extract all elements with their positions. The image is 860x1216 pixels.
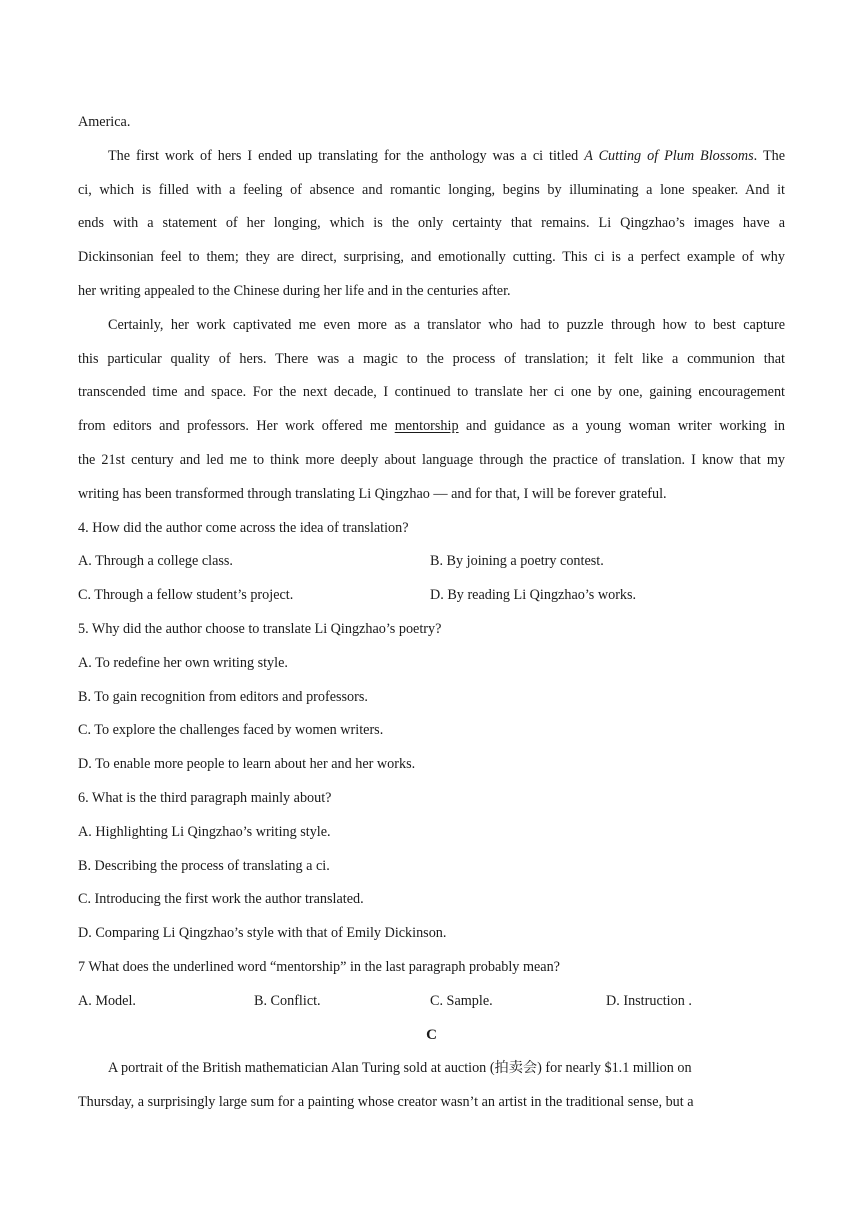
option-row <box>78 985 785 1019</box>
passage-b-line: from editors and professors. Her work offered me mentorship and guidance as a young woman writer working in <box>78 418 785 435</box>
passage-b-line: ci, which is filled with a feeling of absence and romantic longing, begins by illuminating a lone speaker. And it <box>78 181 785 198</box>
passage-b-line: Dickinsonian feel to them; they are direct, surprising, and emotionally cutting. This ci is a perfect example of why <box>78 249 785 266</box>
option-row <box>78 579 785 613</box>
passage-b-line: her writing appealed to the Chinese during her life and in the centuries after. <box>78 282 511 299</box>
option-b: B. Describing the process of translating a ci. <box>78 857 330 874</box>
passage-b-line: Certainly, her work captivated me even more as a translator who had to puzzle through how to best capture <box>108 316 785 333</box>
option-a: A. To redefine her own writing style. <box>78 654 288 671</box>
option-d: D. Comparing Li Qingzhao’s style with that of Emily Dickinson. <box>78 925 447 942</box>
passage-c-line: A portrait of the British mathematician Alan Turing sold at auction (拍卖会) for nearly $1.1 million on <box>108 1060 692 1077</box>
question-stem: 6. What is the third paragraph mainly about? <box>78 789 332 806</box>
passage-b-line: transcended time and space. For the next decade, I continued to translate her ci one by one, gaining encouragement <box>78 384 785 401</box>
option-a: A. Highlighting Li Qingzhao’s writing style. <box>78 823 331 840</box>
passage-b-line: this particular quality of hers. There was a magic to the process of translation; it felt like a communion that <box>78 350 785 367</box>
option-c: C. Sample. <box>430 992 493 1009</box>
option-c: C. Introducing the first work the author translated. <box>78 891 364 908</box>
underlined-word: mentorship <box>394 418 459 435</box>
passage-b-line: America. <box>78 114 131 130</box>
option-d: D. To enable more people to learn about her and her works. <box>78 756 416 773</box>
option-a: A. Through a college class. <box>78 553 233 570</box>
option-c: C. Through a fellow student’s project. <box>78 587 294 604</box>
option-d: D. By reading Li Qingzhao’s works. <box>430 587 637 604</box>
option-b: B. To gain recognition from editors and professors. <box>78 688 368 705</box>
option-row <box>78 545 785 579</box>
passage-b-line: ends with a statement of her longing, which is the only certainty that remains. Li Qingzhao’s images have a <box>78 215 785 232</box>
passage-b-line: The first work of hers I ended up translating for the anthology was a ci titled A Cutting of Plum Blossoms. The <box>108 147 785 164</box>
document-content <box>78 106 785 1120</box>
question-stem: 7 What does the underlined word “mentorship” in the last paragraph probably mean? <box>78 958 560 975</box>
option-d: D. Instruction . <box>606 992 692 1009</box>
question-stem: 5. Why did the author choose to translate Li Qingzhao’s poetry? <box>78 620 442 637</box>
option-c: C. To explore the challenges faced by women writers. <box>78 722 384 739</box>
passage-b-line: writing has been transformed through translating Li Qingzhao — and for that, I will be forever grateful. <box>78 485 667 502</box>
option-b: B. By joining a poetry contest. <box>430 553 604 570</box>
option-b: B. Conflict. <box>254 992 321 1009</box>
question-stem: 4. How did the author come across the idea of translation? <box>78 519 409 536</box>
passage-b-line: the 21st century and led me to think more deeply about language through the practice of translation. I know that my <box>78 451 785 468</box>
option-a: A. Model. <box>78 992 136 1009</box>
section-heading: C <box>426 1026 437 1043</box>
passage-c-line: Thursday, a surprisingly large sum for a painting whose creator wasn’t an artist in the traditional sense, but a <box>78 1094 694 1111</box>
ci-title: A Cutting of Plum Blossoms <box>584 147 754 164</box>
